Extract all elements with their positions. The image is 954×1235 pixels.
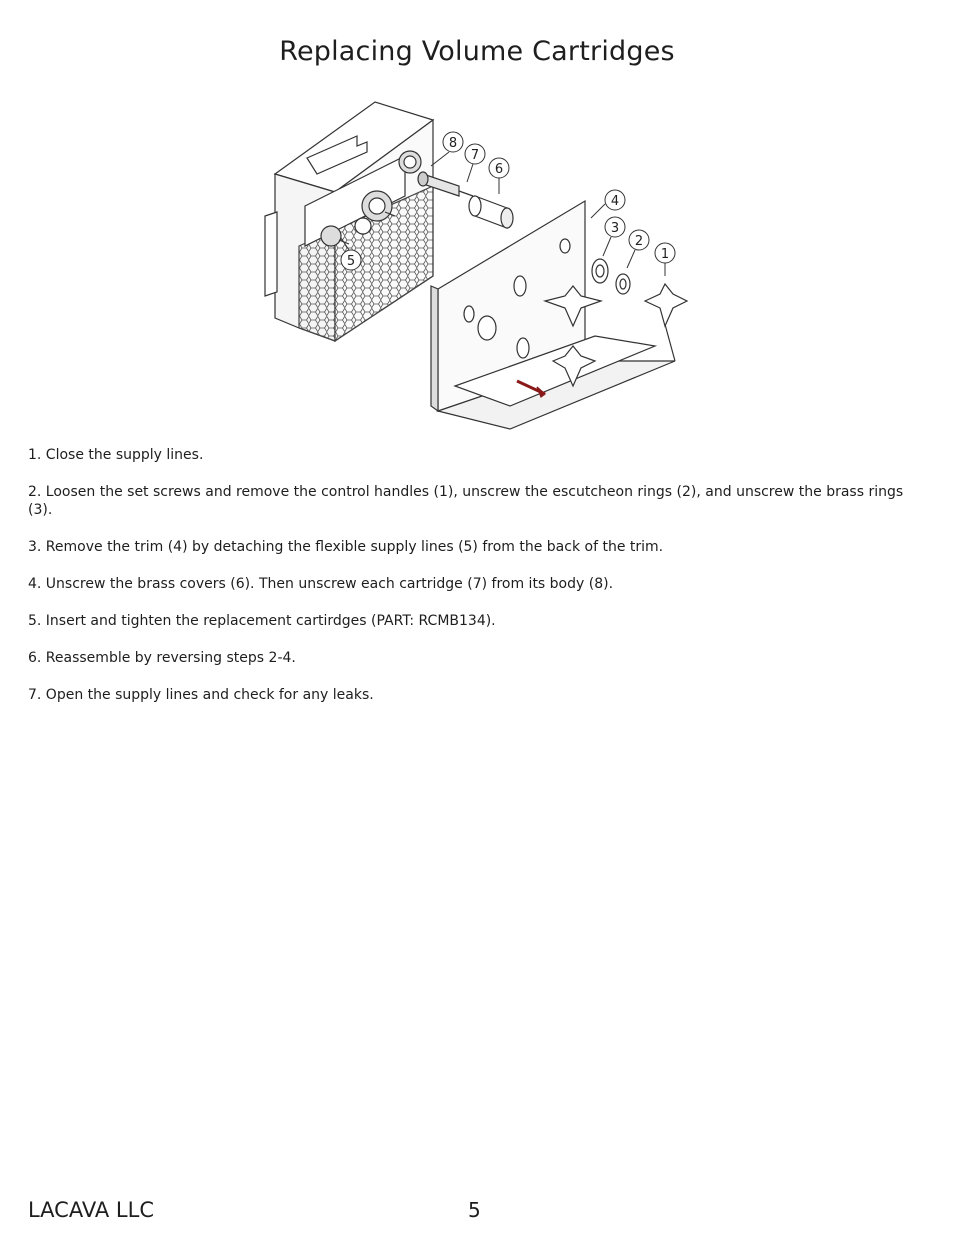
rough-in-box: [265, 102, 433, 341]
svg-text:2: 2: [634, 234, 644, 249]
step-7: 7. Open the supply lines and check for any leaks.: [28, 687, 374, 703]
step-5: 5. Insert and tighten the replacement cartirdges (PART: RCMB134).: [28, 613, 496, 629]
instruction-steps: [28, 446, 928, 723]
callout-3: [603, 217, 625, 256]
callout-8: [431, 132, 463, 166]
callout-1: [655, 243, 675, 276]
step-1: 1. Close the supply lines.: [28, 447, 204, 463]
page-title: Replacing Volume Cartridges: [279, 36, 675, 67]
step-4: 4. Unscrew the brass covers (6). Then unscrew each cartridge (7) from its body (8).: [28, 576, 614, 592]
diagram-svg: [255, 96, 700, 431]
svg-text:1: 1: [660, 247, 670, 262]
svg-text:7: 7: [470, 148, 480, 163]
step-6: 6. Reassemble by reversing steps 2-4.: [28, 650, 296, 666]
svg-text:6: 6: [494, 162, 504, 177]
callout-4: [591, 190, 625, 218]
page-number: 5: [468, 1198, 481, 1222]
trim-plate: [431, 201, 687, 429]
svg-text:5: 5: [346, 254, 356, 269]
svg-text:4: 4: [610, 194, 620, 209]
svg-text:8: 8: [448, 136, 458, 151]
callout-6: [489, 158, 509, 194]
step-3: 3. Remove the trim (4) by detaching the flexible supply lines (5) from the back of the trim.: [28, 539, 664, 555]
footer-company: LACAVA LLC: [28, 1198, 154, 1222]
step-2: 2. Loosen the set screws and remove the control handles (1), unscrew the escutcheon rings (2), and unscrew the brass rings (3).: [28, 484, 904, 518]
callout-2: [627, 230, 649, 268]
svg-text:3: 3: [610, 221, 620, 236]
callout-7: [465, 144, 485, 182]
exploded-diagram: [255, 96, 700, 431]
